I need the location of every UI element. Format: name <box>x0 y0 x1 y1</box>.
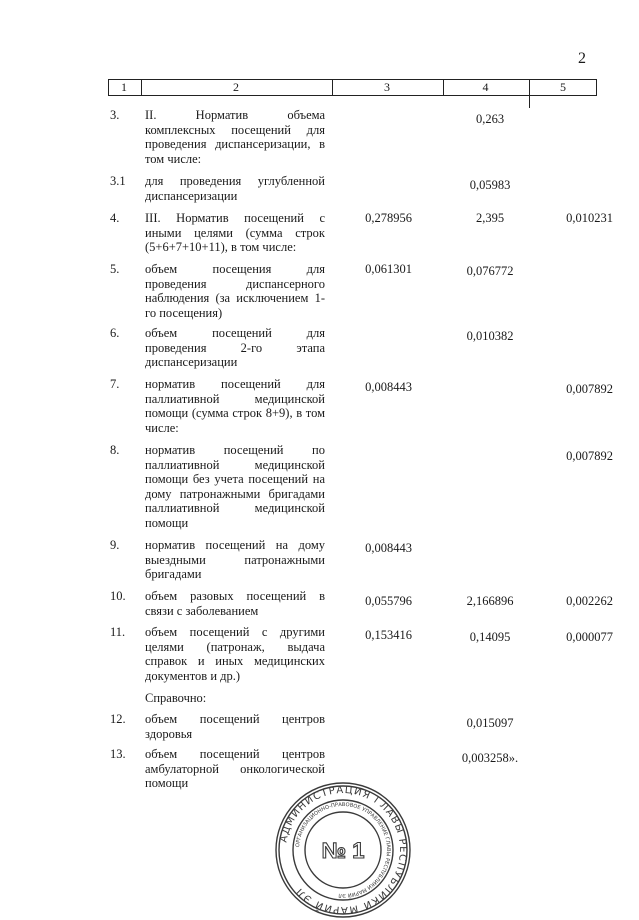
row-value-col4: 0,076772 <box>466 264 514 278</box>
row-value-col4: 0,015097 <box>466 716 514 730</box>
seal-inner-ring-text: ОРГАНИЗАЦИОННО-ПРАВОВОЕ УПРАВЛЕНИЕ ГЛАВЫ РЕСПУБЛИКИ МАРИЙ ЭЛ <box>295 801 392 899</box>
row-description: норматив посещений для паллиативной медицинской помощи (сумма строк 8+9), в том числе: <box>145 377 325 435</box>
row-description: норматив посещений по паллиативной медицинской помощи без учета посещений на дому патронажными бригадами паллиативной медицинской помощи <box>145 443 325 530</box>
row-description: объем посещений для проведения 2-го этапа диспансеризации <box>145 326 325 369</box>
row-value-col5: 0,007892 <box>566 382 613 396</box>
row-number: 9. <box>110 538 120 552</box>
header-divider <box>596 79 597 96</box>
row-description: объем разовых посещений в связи с заболеванием <box>145 589 325 618</box>
row-value-col4: 0,14095 <box>469 630 511 644</box>
row-value-col3: 0,061301 <box>365 262 412 276</box>
row-number: 11. <box>110 625 126 639</box>
header-col-5: 5 <box>560 80 566 94</box>
page-number: 2 <box>578 50 586 67</box>
header-col-3: 3 <box>384 80 390 94</box>
seal-ring-text: АДМИНИСТРАЦИЯ ГЛАВЫ РЕСПУБЛИКИ МАРИЙ ЭЛ <box>278 784 409 916</box>
table-header-row <box>108 79 597 96</box>
row-number: 13. <box>110 747 126 761</box>
row-value-col5: 0,007892 <box>566 449 613 463</box>
row-value-col3: 0,278956 <box>365 211 412 225</box>
official-seal-stamp <box>273 780 413 920</box>
row-number: 12. <box>110 712 126 726</box>
header-col-2: 2 <box>233 80 239 94</box>
header-divider <box>141 79 142 96</box>
row-value-col4: 0,003258». <box>461 751 519 765</box>
row-value-col5: 0,002262 <box>566 594 613 608</box>
header-col-1: 1 <box>121 80 127 94</box>
header-divider <box>529 79 530 108</box>
row-description: объем посещения для проведения диспансерного наблюдения (за исключением 1-го посещения) <box>145 262 325 320</box>
row-number: 3. <box>110 108 120 122</box>
row-value-col4: 0,010382 <box>466 329 514 343</box>
row-description: II. Норматив объема комплексных посещений для проведения диспансеризации, в том числе: <box>145 108 325 166</box>
row-number: 10. <box>110 589 126 603</box>
row-description: III. Норматив посещений с иными целями (сумма строк (5+6+7+10+11), в том числе: <box>145 211 325 254</box>
row-value-col3: 0,008443 <box>365 380 412 394</box>
row-number: 7. <box>110 377 120 391</box>
row-number: 6. <box>110 326 120 340</box>
header-divider <box>332 79 333 96</box>
row-number: 5. <box>110 262 120 276</box>
header-divider <box>108 79 109 96</box>
row-number: 8. <box>110 443 120 457</box>
header-divider <box>443 79 444 96</box>
seal-number: № 1 <box>321 838 365 863</box>
row-value-col5: 0,000077 <box>566 630 613 644</box>
header-col-4: 4 <box>482 80 489 94</box>
row-value-col3: 0,008443 <box>365 541 412 555</box>
row-value-col3: 0,153416 <box>365 628 412 642</box>
row-number: 4. <box>110 211 120 225</box>
row-description: объем посещений центров амбулаторной онкологической помощи <box>145 747 325 790</box>
row-number: 3.1 <box>110 174 126 188</box>
row-value-col4: 0,05983 <box>469 178 511 192</box>
row-description: объем посещений центров здоровья <box>145 712 325 741</box>
reference-label: Справочно: <box>145 691 207 705</box>
row-value-col4: 2,395 <box>475 211 505 225</box>
row-description: объем посещений с другими целями (патронаж, выдача справок и иных медицинских документов и др.) <box>145 625 325 683</box>
row-description: норматив посещений на дому выездными патронажными бригадами <box>145 538 325 581</box>
row-value-col4: 0,263 <box>475 112 505 126</box>
row-value-col5: 0,010231 <box>566 211 613 225</box>
row-value-col4: 2,166896 <box>466 594 514 608</box>
row-value-col3: 0,055796 <box>365 594 412 608</box>
row-description: для проведения углубленной диспансеризации <box>145 174 325 203</box>
